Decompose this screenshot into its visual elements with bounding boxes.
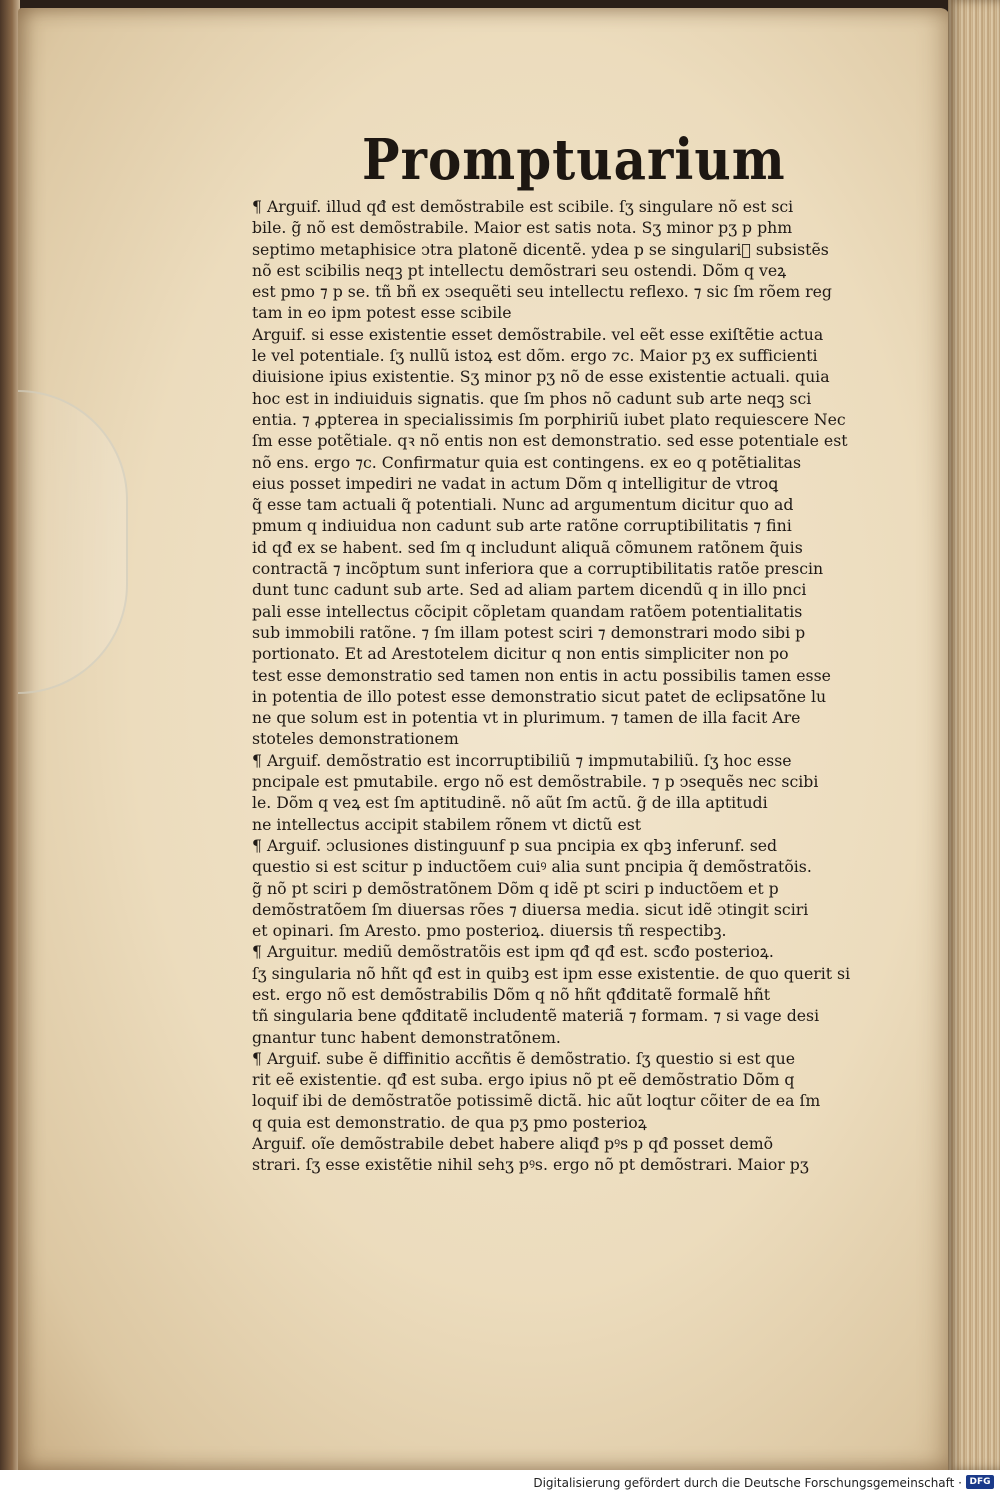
book-board-edge xyxy=(0,0,20,1470)
text-line: ne que solum est in potentia vt in plurimum. ⁊ tamen de illa facit Are xyxy=(252,708,801,728)
text-line: bile. g̃ nõ est demõstrabile. Maior est satis nota. Sʒ minor pʒ p phm xyxy=(252,218,793,238)
text-line: Arguif. oĩe demõstrabile debet habere aliqđ pꝰs p qđ posset demõ xyxy=(252,1134,774,1154)
page-fore-edge xyxy=(948,0,1000,1470)
text-line: in potentia de illo potest esse demonstratio sicut patet de eclipsatõne lu xyxy=(252,686,827,706)
text-line: dunt tunc cadunt sub arte. Sed ad aliam partem dicendũ q in illo pnci xyxy=(252,580,807,600)
text-line: ne intellectus accipit stabilem rõnem vt dictũ est xyxy=(252,814,642,834)
text-block xyxy=(252,196,872,1176)
text-line: eius posset impediri ne vadat in actum Dõm q intelligitur de vtroꝗ xyxy=(252,473,779,493)
text-line: demõstratõem ſm diuersas rões ⁊ diuersa media. sicut idẽ ↄtingit sciri xyxy=(252,899,809,919)
text-line: questio si est scitur p inductõem cuiꝰ alia sunt pncipia q̃ demõstratõis. xyxy=(252,857,812,877)
text-line: gnantur tunc habent demonstratõnem. xyxy=(252,1027,561,1047)
text-line: ¶ Arguif. demõstratio est incorruptibiliũ ⁊ impmutabiliũ. ſʒ hoc esse xyxy=(252,750,792,770)
text-line: Arguif. si esse existentie esset demõstrabile. vel eẽt esse exiſtẽtie actua xyxy=(252,324,824,344)
text-line: ſm esse potẽtiale. qꝛ nõ entis non est demonstratio. sed esse potentiale est xyxy=(252,431,848,451)
text-line: pali esse intellectus cõcipit cõpletam quandam ratõem potentialitatis xyxy=(252,601,803,621)
text-line: g̃ nõ pt sciri p demõstratõnem Dõm q idẽ pt sciri p inductõem et p xyxy=(252,878,779,898)
text-line: ¶ Arguif. ↄclusiones distinguunf p sua pncipia ex qbꝫ inferunf. sed xyxy=(252,835,778,855)
text-line: stoteles demonstrationem xyxy=(252,729,459,749)
text-line: diuisione ipius existentie. Sʒ minor pʒ nõ de esse existentie actuali. quia xyxy=(252,367,830,387)
text-line: entia. ⁊ ꝓpterea in specialissimis ſm porphiriũ iubet plato requiescere Nec xyxy=(252,409,846,429)
text-line: ¶ Arguif. illud qđ est demõstrabile est scibile. ſʒ singulare nõ est sci xyxy=(252,197,794,216)
dfg-logo-icon: DFG xyxy=(966,1475,994,1489)
text-line: strari. ſʒ esse existẽtie nihil sehʒ pꝰs. ergo nõ pt demõstrari. Maior pʒ xyxy=(252,1155,809,1175)
text-line: ¶ Arguif. sube ẽ diffinitio accñtis ẽ demõstratio. ſʒ questio si est que xyxy=(252,1048,795,1068)
text-line: et opinari. ſm Aresto. pmo posterioꝝ. diuersis tñ respectibꝫ. xyxy=(252,921,727,941)
footer-bar xyxy=(0,1470,1000,1496)
text-line: pmum q indiuidua non cadunt sub arte ratõne corruptibilitatis ⁊ fini xyxy=(252,516,792,536)
text-line: tñ singularia bene qđditatẽ includentẽ materiã ⁊ formam. ⁊ si vage desi xyxy=(252,1006,820,1026)
text-line: septimo metaphisice ↄtra platonẽ dicentẽ. ydea p se singulariᷓ subsistẽs xyxy=(252,239,829,259)
text-line: portionato. Et ad Arestotelem dicitur q non entis simpliciter non po xyxy=(252,644,789,664)
text-line: q̃ esse tam actuali q̃ potentiali. Nunc ad argumentum dicitur quo ad xyxy=(252,495,794,515)
text-line: loquif ibi de demõstratõe potissimẽ dictã. hic aũt loqtur cõiter de ea ſm xyxy=(252,1091,821,1111)
text-line: nõ est scibilis neqꝫ pt intellectu demõstrari seu ostendi. Dõm q veꝝ xyxy=(252,260,787,280)
text-line: tam in eo ipm potest esse scibile xyxy=(252,303,512,323)
text-line: test esse demonstratio sed tamen non entis in actu possibilis tamen esse xyxy=(252,665,831,685)
text-line: pncipale est pmutabile. ergo nõ est demõstrabile. ⁊ p ↄsequẽs nec scibi xyxy=(252,772,819,792)
funding-credit: Digitalisierung gefördert durch die Deutsche Forschungsgemeinschaft · xyxy=(533,1476,962,1490)
text-line: contractã ⁊ incõptum sunt inferiora que a corruptibilitatis ratõe prescin xyxy=(252,559,824,579)
text-line: est. ergo nõ est demõstrabilis Dõm q nõ hñt qđditatẽ formalẽ hñt xyxy=(252,984,771,1004)
text-line: sub immobili ratõne. ⁊ ſm illam potest sciri ⁊ demonstrari modo sibi p xyxy=(252,622,806,642)
text-line: q quia est demonstratio. de qua pʒ pmo posterioꝝ xyxy=(252,1112,647,1132)
text-line: le vel potentiale. ſʒ nullũ istoꝝ est dõm. ergo ⁊c. Maior pʒ ex sufficienti xyxy=(252,346,818,366)
text-line: rit eẽ existentie. qđ est suba. ergo ipius nõ pt eẽ demõstratio Dõm q xyxy=(252,1070,795,1090)
text-line: ¶ Arguitur. mediũ demõstratõis est ipm qđ qđ est. scđo posterioꝝ. xyxy=(252,942,774,962)
text-line: nõ ens. ergo ⁊c. Confirmatur quia est contingens. ex eo q potẽtialitas xyxy=(252,452,802,472)
text-line: ſʒ singularia nõ hñt qđ est in quibꝫ est ipm esse existentie. de quo querit si xyxy=(252,963,851,983)
text-line: hoc est in indiuiduis signatis. que ſm phos nõ cadunt sub arte neqꝫ sci xyxy=(252,388,812,408)
text-line: le. Dõm q veꝝ est ſm aptitudinẽ. nõ aũt ſm actũ. g̃ de illa aptitudi xyxy=(252,793,768,813)
running-head: Promptuarium xyxy=(362,126,786,193)
text-line: id qđ ex se habent. sed ſm q includunt aliquã cõmunem ratõnem q̃uis xyxy=(252,537,803,557)
text-line: est pmo ⁊ p se. tñ bñ ex ↄsequẽti seu intellectu reflexo. ⁊ sic ſm rõem reg xyxy=(252,282,832,302)
